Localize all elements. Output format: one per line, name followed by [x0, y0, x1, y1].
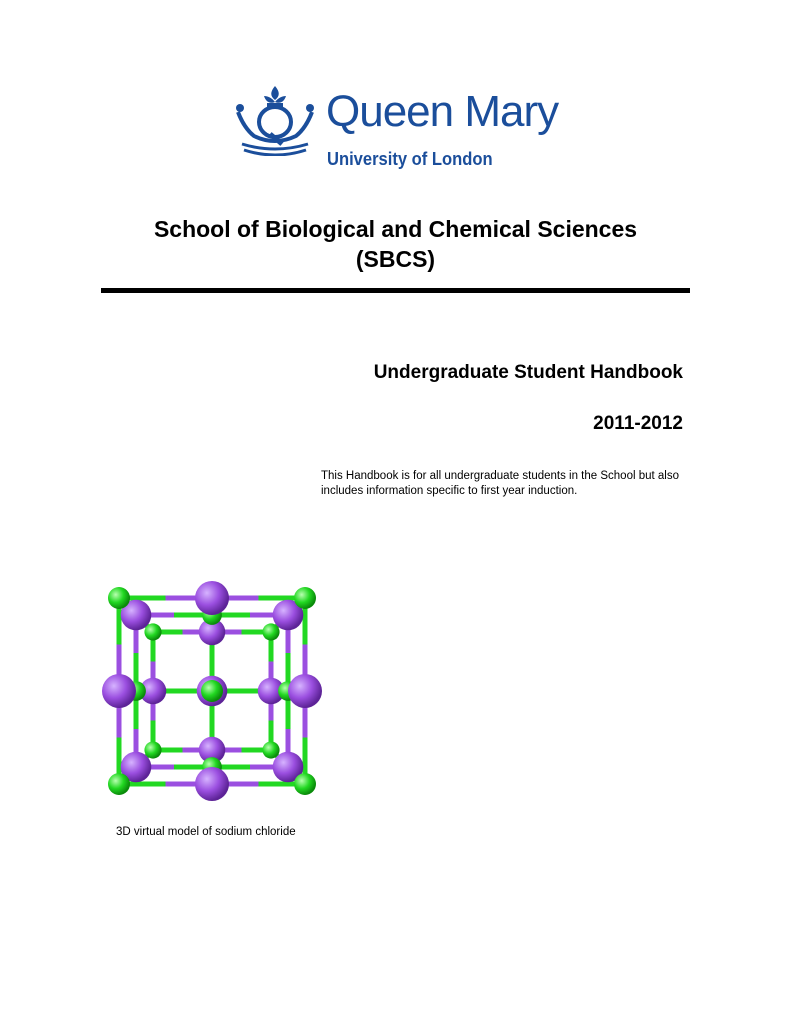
sodium-atom [288, 674, 322, 708]
chlorine-atom [108, 773, 130, 795]
chlorine-atom [144, 623, 161, 640]
handbook-title: Undergraduate Student Handbook [373, 362, 683, 383]
crest-icon [234, 84, 316, 156]
chlorine-atom [144, 741, 161, 758]
title-divider [101, 288, 690, 293]
chlorine-atom [262, 623, 279, 640]
chlorine-atom [294, 587, 316, 609]
logo-name: Queen Mary [326, 87, 559, 136]
figure-caption: 3D virtual model of sodium chloride [116, 826, 296, 838]
sodium-atom [195, 581, 229, 615]
chlorine-atom [262, 741, 279, 758]
queen-mary-logo [234, 84, 564, 176]
sodium-atom [102, 674, 136, 708]
intro-line1: This Handbook is for all undergraduate students in the School but also [321, 470, 679, 482]
page-title-line1: School of Biological and Chemical Sciences [153, 216, 638, 242]
chlorine-atom [294, 773, 316, 795]
sodium-atom [195, 767, 229, 801]
intro-line2: includes information specific to first year induction. [321, 485, 578, 497]
chlorine-atom [201, 680, 223, 702]
page-title-line2: (SBCS) [355, 246, 436, 272]
intro-paragraph [321, 469, 701, 499]
chlorine-atom [108, 587, 130, 609]
academic-year: 2011-2012 [593, 413, 683, 434]
sodium-chloride-model [98, 580, 326, 805]
logo-subtitle: University of London [327, 149, 493, 169]
